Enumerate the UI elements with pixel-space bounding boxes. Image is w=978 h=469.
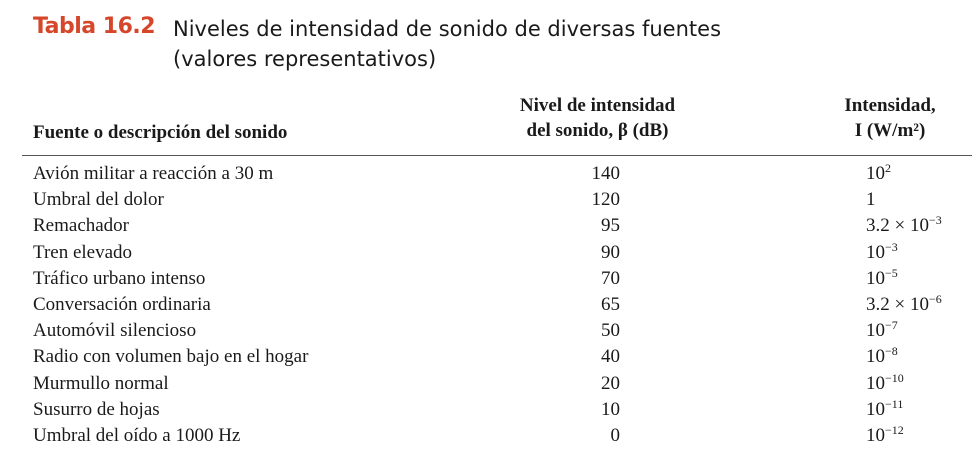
cell-intensity-exponent: −12: [885, 423, 904, 437]
header-intensity-line-1: Intensidad,: [844, 95, 936, 116]
cell-intensity-base: 10: [866, 346, 885, 368]
header-level-line-1: Nivel de intensidad: [519, 95, 676, 116]
cell-source: Conversación ordinaria: [33, 294, 211, 315]
cell-source: Umbral del dolor: [33, 189, 164, 211]
header-intensity: [820, 93, 960, 143]
cell-level: 65: [601, 294, 620, 315]
cell-level: 70: [601, 267, 620, 289]
cell-intensity-base: 10: [866, 320, 885, 342]
cell-level: 50: [601, 320, 620, 342]
cell-level: 0: [610, 425, 620, 446]
cell-intensity-base: 10: [866, 267, 885, 289]
table-number: Tabla 16.2: [33, 14, 156, 39]
cell-level: 95: [601, 215, 620, 237]
cell-source: Avión militar a reacción a 30 m: [33, 163, 274, 184]
table-row: [0, 294, 978, 320]
cell-intensity: [866, 265, 898, 290]
header-rule: [22, 155, 972, 156]
header-source: Fuente o descripción del sonido: [33, 122, 288, 143]
cell-intensity: [866, 189, 876, 211]
header-level-line-2: del sonido, β (dB): [526, 120, 669, 141]
table-row: [0, 425, 978, 451]
cell-intensity: [866, 239, 898, 264]
cell-intensity-base: 10: [866, 241, 885, 263]
cell-intensity-exponent: −10: [885, 370, 904, 385]
table-row: [0, 189, 978, 215]
cell-intensity-base: 10: [866, 398, 885, 420]
cell-intensity-base: 10: [866, 372, 885, 394]
cell-intensity-base: 1: [866, 189, 876, 211]
cell-intensity-exponent: −7: [885, 318, 898, 333]
cell-intensity-base: 10: [866, 163, 885, 184]
cell-intensity-base: 3.2 × 10: [866, 294, 929, 315]
table-row: [0, 215, 978, 241]
cell-level: 120: [591, 189, 620, 211]
table-row: [0, 163, 978, 189]
caption-line-1: Niveles de intensidad de sonido de diversas fuentes: [173, 17, 722, 41]
table-row: [0, 265, 978, 294]
cell-intensity: [866, 370, 904, 395]
cell-source: Umbral del oído a 1000 Hz: [33, 425, 241, 446]
caption-line-2: (valores representativos): [173, 47, 437, 71]
header-intensity-line-2: I (W/m²): [854, 120, 926, 141]
cell-intensity: [866, 346, 898, 368]
cell-source: Automóvil silencioso: [33, 320, 197, 342]
table-caption: [173, 14, 813, 74]
cell-source: Susurro de hojas: [33, 398, 160, 420]
cell-intensity: [866, 294, 942, 316]
cell-intensity-base: 3.2 × 10: [866, 215, 929, 237]
cell-source: Remachador: [33, 215, 130, 237]
table-row: [0, 396, 978, 425]
cell-source: Tráfico urbano intenso: [33, 267, 206, 289]
cell-intensity-exponent: −3: [885, 239, 898, 254]
cell-source: Tren elevado: [33, 241, 133, 263]
cell-level: 140: [591, 163, 620, 184]
table-row: [0, 370, 978, 399]
cell-intensity-exponent: −3: [928, 213, 942, 228]
cell-intensity: [866, 163, 891, 185]
cell-intensity-exponent: −5: [885, 265, 898, 280]
cell-intensity-exponent: −8: [885, 344, 898, 359]
cell-level: 40: [601, 346, 620, 368]
cell-intensity-exponent: 2: [885, 161, 891, 175]
table-row: [0, 320, 978, 346]
cell-intensity: [866, 320, 898, 342]
cell-source: Murmullo normal: [33, 372, 169, 394]
cell-intensity: [866, 396, 904, 421]
table-row: [0, 239, 978, 268]
cell-level: 20: [601, 372, 620, 394]
cell-level: 10: [601, 398, 620, 420]
cell-level: 90: [601, 241, 620, 263]
cell-intensity-exponent: −11: [885, 396, 904, 411]
cell-intensity-base: 10: [866, 425, 885, 446]
table-row: [0, 346, 978, 372]
header-level: [480, 93, 715, 143]
cell-intensity: [866, 425, 904, 447]
cell-source: Radio con volumen bajo en el hogar: [33, 346, 309, 368]
cell-intensity-exponent: −6: [928, 292, 942, 306]
cell-intensity: [866, 215, 942, 237]
